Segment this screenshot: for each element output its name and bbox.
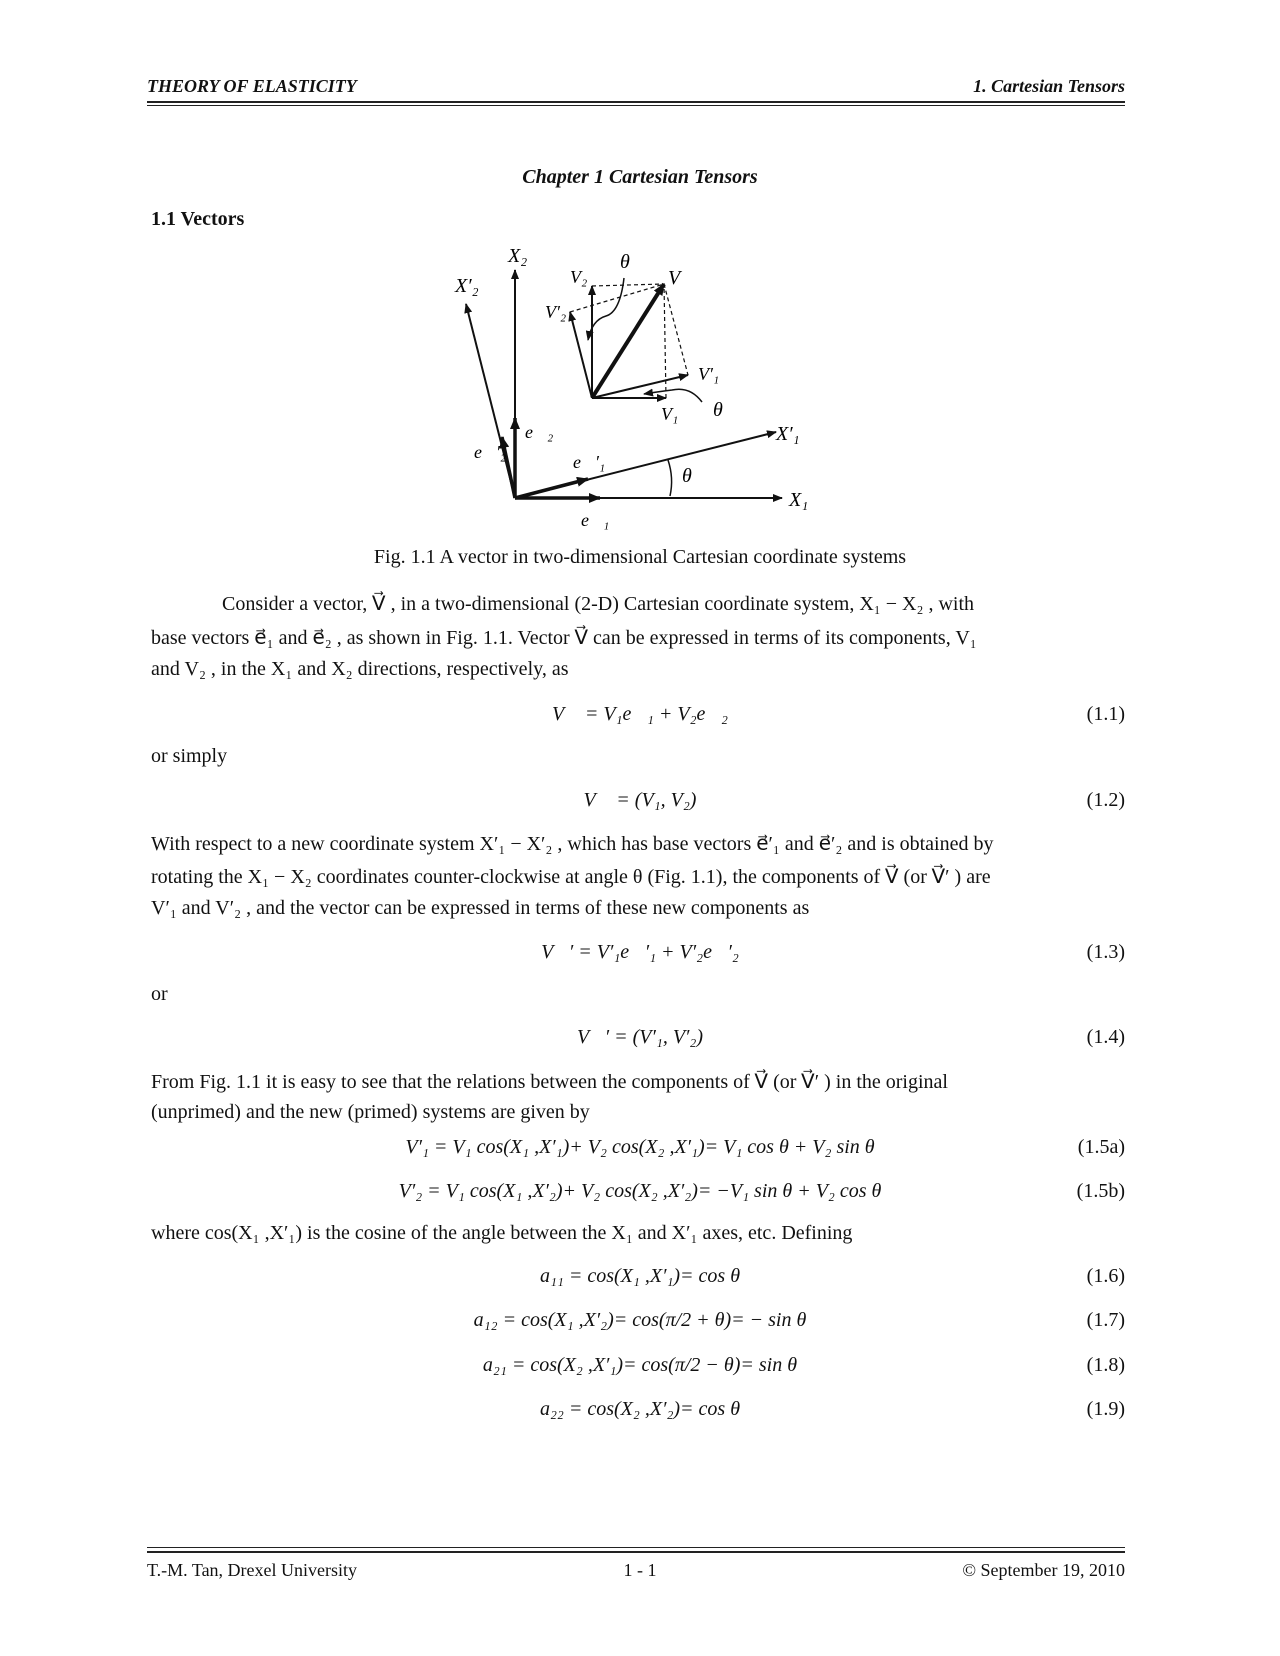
label-v2: V₂: [570, 267, 588, 287]
label-e2: e⃗₂: [525, 422, 554, 442]
label-v2p: V′₂: [545, 302, 567, 322]
equation: a₂₁ = cos(X₂ ,X′₁)= cos(π/2 − θ)= sin θ: [482, 1354, 798, 1376]
equation-number: (1.3): [1086, 941, 1125, 963]
equation-number: (1.7): [1086, 1309, 1125, 1331]
label-e2p: e⃗′₂: [474, 442, 507, 462]
equation-number: (1.5a): [1077, 1136, 1125, 1158]
footer-date: © September 19, 2010: [962, 1560, 1125, 1580]
equation: V⃗′ = (V′₁, V′₂): [576, 1026, 704, 1048]
label-theta-right: θ: [713, 399, 723, 421]
equation: V′₂ = V₁ cos(X₁ ,X′₂)+ V₂ cos(X₂ ,X′₂)= −V₁ sin θ + V₂ cos θ: [398, 1180, 882, 1202]
theta-arc: [668, 460, 672, 496]
label-theta-top: θ: [620, 251, 630, 273]
paragraph-line: base vectors e⃗₁ and e⃗₂ , as shown in Fig. 1.1. Vector V⃗ can be expressed in terms of its components, V₁: [151, 627, 977, 649]
equation: a₂₂ = cos(X₂ ,X′₂)= cos θ: [539, 1398, 741, 1420]
equation-number: (1.9): [1086, 1398, 1125, 1420]
label-x1p: X′₁: [776, 423, 800, 445]
label-v1p: V′₁: [698, 364, 720, 384]
footer-rule: [147, 1551, 1125, 1553]
label-x2p: X′₂: [455, 275, 479, 297]
equation-number: (1.1): [1086, 703, 1125, 725]
paragraph-line: Consider a vector, V⃗ , in a two-dimensional (2-D) Cartesian coordinate system, X₁ − X₂ , with: [222, 593, 975, 615]
label-x1: X₁: [789, 489, 809, 511]
dashed-projection-primed: [570, 284, 688, 375]
equation-number: (1.5b): [1076, 1180, 1125, 1202]
paragraph-line: and V₂ , in the X₁ and X₂ directions, respectively, as: [151, 658, 569, 680]
label-v1: V₁: [661, 404, 679, 424]
label-e1: e⃗₁: [581, 510, 610, 530]
paragraph-line: From Fig. 1.1 it is easy to see that the relations between the components of V⃗ (or V⃗′ ) in the original: [151, 1071, 948, 1093]
equation: V⃗ = V₁e⃗₁ + V₂e⃗₂: [552, 703, 728, 725]
paragraph-text: or simply: [151, 745, 228, 767]
footer-author: T.-M. Tan, Drexel University: [147, 1560, 358, 1580]
label-v: V⃗: [668, 267, 696, 289]
e1p-vector: [515, 479, 588, 498]
theta-leader-bottom: [644, 389, 702, 402]
paragraph-line: (unprimed) and the new (primed) systems are given by: [151, 1101, 590, 1123]
running-header-right: 1. Cartesian Tensors: [973, 76, 1125, 96]
figure-caption: Fig. 1.1 A vector in two-dimensional Cartesian coordinate systems: [373, 546, 907, 568]
paragraph-text: where cos(X₁ ,X′₁) is the cosine of the angle between the X₁ and X′₁ axes, etc. Defining: [151, 1222, 853, 1244]
equation: V⃗ = (V₁, V₂): [583, 789, 697, 811]
chapter-title: Chapter 1 Cartesian Tensors: [522, 166, 758, 188]
label-theta-origin: θ: [682, 465, 692, 487]
theta-leader-top: [588, 278, 624, 340]
equation: V′₁ = V₁ cos(X₁ ,X′₁)+ V₂ cos(X₂ ,X′₁)= V₁ cos θ + V₂ sin θ: [405, 1136, 875, 1158]
equation-number: (1.2): [1086, 789, 1125, 811]
v-vector: [592, 284, 664, 398]
equation: V⃗′ = V′₁e⃗′₁ + V′₂e⃗′₂: [541, 941, 739, 963]
paragraph-line: V′₁ and V′₂ , and the vector can be expressed in terms of these new components as: [151, 897, 810, 919]
equation: a₁₂ = cos(X₁ ,X′₂)= cos(π/2 + θ)= − sin θ: [473, 1309, 807, 1331]
paragraph-line: With respect to a new coordinate system X′₁ − X′₂ , which has base vectors e⃗′₁ and e⃗′₂ and is obtained by: [151, 833, 994, 855]
v2p-component: [570, 312, 592, 398]
label-e1p: e⃗′₁: [573, 452, 606, 472]
equation-number: (1.6): [1086, 1265, 1125, 1287]
label-x2: X₂: [508, 245, 528, 267]
paragraph-line: rotating the X₁ − X₂ coordinates counter-clockwise at angle θ (Fig. 1.1), the components of V⃗ (or V⃗′ ) are: [151, 866, 991, 888]
equation-number: (1.8): [1086, 1354, 1125, 1376]
page-number: 1 - 1: [623, 1560, 657, 1580]
running-header-left: THEORY OF ELASTICITY: [147, 76, 357, 96]
equation-number: (1.4): [1086, 1026, 1125, 1048]
section-title: 1.1 Vectors: [151, 208, 245, 230]
paragraph-text: or: [151, 983, 168, 1005]
footer-rule-thin: [147, 1547, 1125, 1548]
equation: a₁₁ = cos(X₁ ,X′₁)= cos θ: [539, 1265, 741, 1287]
